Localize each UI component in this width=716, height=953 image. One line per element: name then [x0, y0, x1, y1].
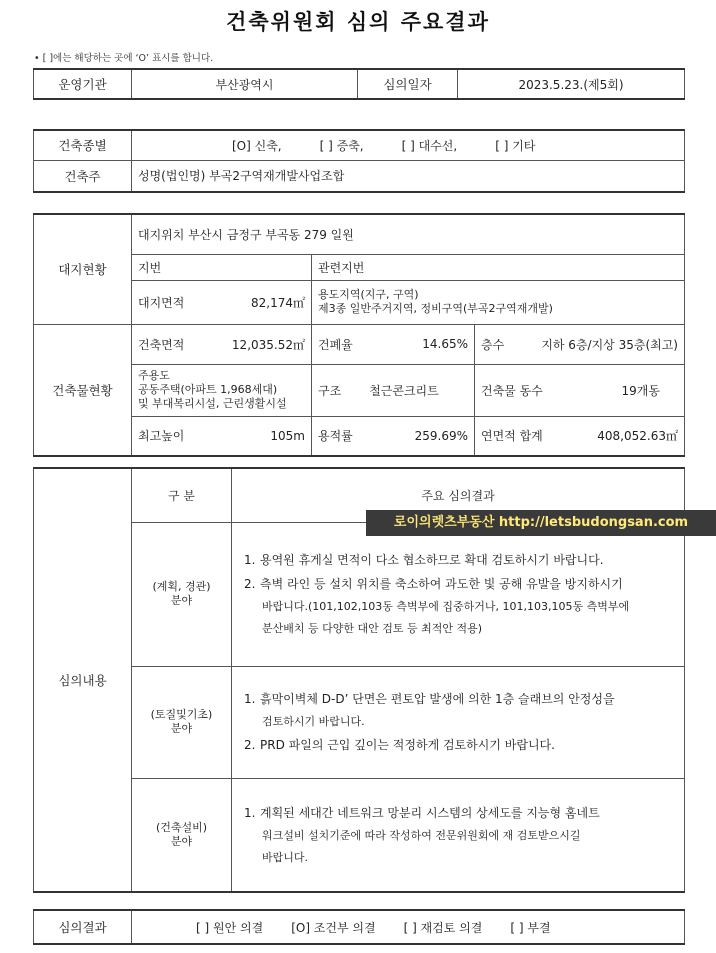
- lot-label: 지번: [132, 254, 312, 280]
- site-location: 대지위치 부산시 금정구 부곡동 279 일원: [132, 214, 685, 254]
- owner-value: 성명(법인명) 부곡2구역재개발사업조합: [132, 160, 685, 192]
- result-reconsider: [ ] 재검토 의결: [403, 920, 483, 935]
- gross-floor-area: 연면적 합계 408,052.63㎡: [475, 416, 685, 456]
- instruction-note: • [ ]에는 해당하는 곳에 ‘O’ 표시를 합니다.: [34, 53, 214, 64]
- review-label: 심의내용: [34, 468, 132, 892]
- zoning: 용도지역(지구, 구역) 제3종 일반주거지역, 정비구역(부곡2구역재개발): [312, 280, 685, 324]
- type-new: [O] 신축,: [232, 138, 282, 153]
- org-label: 운영기관: [34, 69, 132, 99]
- result-conditional: [O] 조건부 의결: [291, 920, 376, 935]
- max-height: 최고높이 105m: [132, 416, 312, 456]
- section-mep: (건축설비) 분야: [132, 778, 232, 892]
- type-extension: [ ] 증축,: [319, 138, 364, 153]
- type-remodel: [ ] 대수선,: [401, 138, 458, 153]
- date-label: 심의일자: [358, 69, 458, 99]
- org-table: [33, 68, 685, 100]
- result-table: [33, 909, 685, 945]
- review-col-results: 주요 심의결과: [232, 468, 685, 522]
- banner-url[interactable]: http://letsbudongsan.com: [498, 515, 689, 530]
- floors: 층수 지하 6층/지상 35층(최고): [475, 324, 685, 364]
- org-value: 부산광역시: [132, 69, 358, 99]
- geotech-results: 1. 흙막이벽체 D-D’ 단면은 편토압 발생에 의한 1층 슬래브의 안정성을 검토하시기 바랍니다. 2. PRD 파일의 근입 깊이는 적정하게 검토하시기 바랍니다.: [232, 666, 685, 778]
- related-lot-label: 관련지번: [312, 254, 685, 280]
- result-options: [132, 910, 685, 944]
- planning-results: 1. 용역원 휴게실 면적이 다소 협소하므로 확대 검토하시기 바랍니다. 2. 측벽 라인 등 설치 위치를 축소하여 과도한 빛 공해 유발을 방지하시기 바랍니다.(101,102,103동 측벽부에 집중하거나, 101,103,105동 측벽부에 분산배치 등 다양한 대안 검토 등 최적안 적용): [232, 522, 685, 666]
- watermark-banner: [366, 510, 716, 536]
- floor-area-ratio: 용적률 259.69%: [312, 416, 475, 456]
- site-area: 대지면적 82,174㎡: [132, 280, 312, 324]
- building-count: 건축물 동수 19개동: [475, 364, 685, 416]
- type-label: 건축종별: [34, 130, 132, 160]
- owner-label: 건축주: [34, 160, 132, 192]
- type-options: [132, 130, 685, 160]
- result-reject: [ ] 부결: [510, 920, 551, 935]
- structure: 구조 철근콘크리트: [312, 364, 475, 416]
- banner-name: 로이의렛츠부동산: [393, 515, 495, 530]
- status-table: [33, 213, 685, 457]
- result-label: 심의결과: [34, 910, 132, 944]
- type-other: [ ] 기타: [495, 138, 536, 153]
- coverage: 건폐율 14.65%: [312, 324, 475, 364]
- building-label: 건축물현황: [34, 324, 132, 456]
- date-value: 2023.5.23.(제5회): [458, 69, 685, 99]
- footprint: 건축면적 12,035.52㎡: [132, 324, 312, 364]
- main-use: 주용도 공동주택(아파트 1,968세대) 및 부대복리시설, 근린생활시설: [132, 364, 312, 416]
- result-original: [ ] 원안 의결: [196, 920, 264, 935]
- page-title: 건축위원회 심의 주요결과: [226, 10, 490, 34]
- type-table: [33, 129, 685, 193]
- mep-results: 1. 계획된 세대간 네트워크 망분리 시스템의 상세도를 지능형 홈네트 워크설비 설치기준에 따라 작성하여 전문위원회에 재 검토받으시길 바랍니다.: [232, 778, 685, 892]
- review-col-category: 구 분: [132, 468, 232, 522]
- site-label: 대지현황: [34, 214, 132, 324]
- section-planning: (계획, 경관) 분야: [132, 522, 232, 666]
- section-geotech: (토질및기초) 분야: [132, 666, 232, 778]
